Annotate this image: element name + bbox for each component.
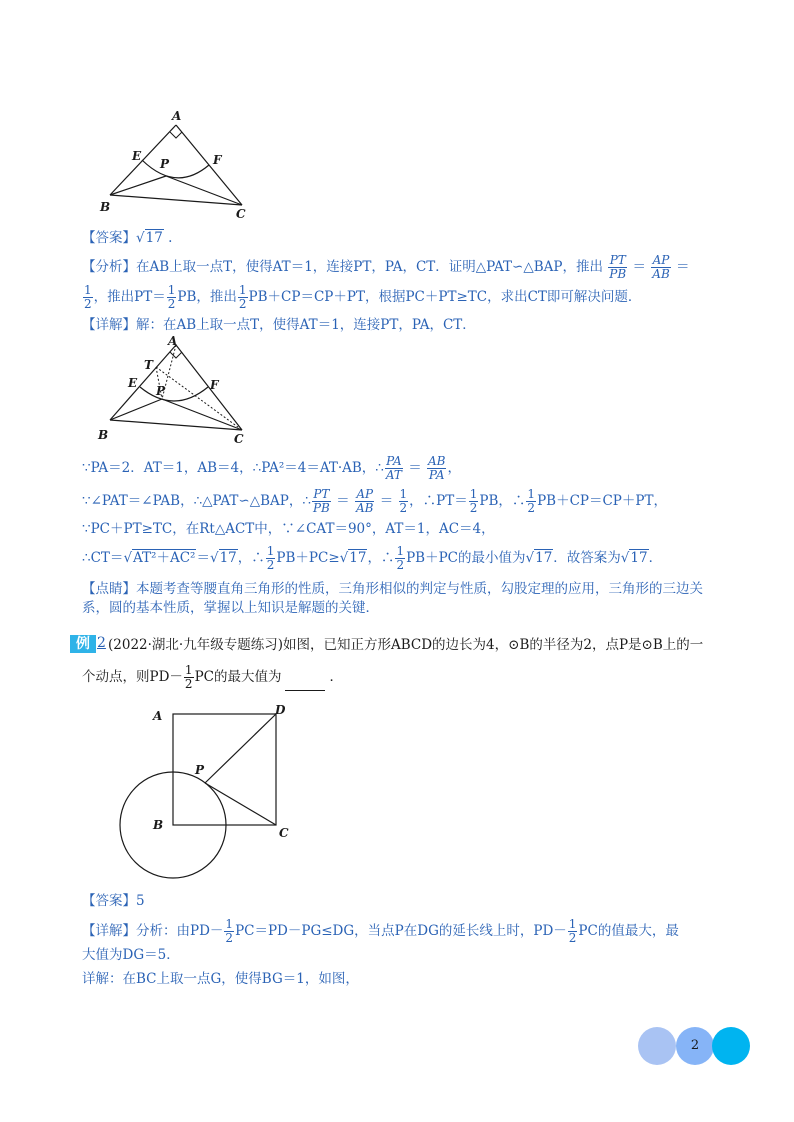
proof-line-4: ∴CT＝√AT²＋AC²＝√17，∴ $\frac{1}{2}$ PB＋PC≥√17，∴ $\frac{1}{2}$ PB＋PC的最小值为√17．故答案为√17． bbox=[82, 544, 663, 572]
label-f-2: F bbox=[210, 378, 219, 392]
pager-right-circle bbox=[712, 1027, 750, 1065]
figure-square-circle bbox=[110, 700, 300, 880]
comment-1-line1: 【点睛】本题考查等腰直角三角形的性质，三角形相似的判定与性质，勾股定理的应用，三角形的三边关 bbox=[82, 581, 703, 597]
page-number: 2 bbox=[690, 1038, 700, 1053]
pager-left-circle bbox=[638, 1027, 676, 1065]
label-c-2: C bbox=[234, 432, 244, 446]
figure-triangle-1 bbox=[96, 108, 266, 223]
label-b-3: B bbox=[153, 818, 164, 832]
proof-line-2: ∵∠PAT＝∠PAB，∴△PAT∽△BAP，∴ $\frac{PT}{PB}$ ＝ $\frac{AP}{AB}$ ＝ $\frac{1}{2}$ ，∴PT＝ $\frac{1}{2}$ PB，∴ $\frac{1}{2}$ PB＋CP＝CP＋PT， bbox=[82, 487, 667, 515]
example-badge: 例 bbox=[70, 635, 96, 653]
answer-1: 【答案】√17 . bbox=[82, 230, 173, 246]
label-t: T bbox=[144, 358, 153, 372]
label-f: F bbox=[213, 153, 222, 167]
label-a-2: A bbox=[168, 334, 178, 348]
label-p-2: P bbox=[156, 384, 166, 398]
label-e: E bbox=[132, 149, 142, 163]
detail-2-line3: 详解：在BC上取一点G，使得BG＝1，如图， bbox=[82, 971, 359, 987]
label-c: C bbox=[236, 207, 246, 221]
proof-line-3: ∵PC＋PT≥TC，在Rt△ACT中，∵∠CAT＝90°，AT＝1，AC＝4， bbox=[82, 521, 495, 537]
example-number: 2 bbox=[97, 635, 106, 651]
label-d: D bbox=[275, 703, 286, 717]
label-p: P bbox=[160, 157, 170, 171]
detail-1: 【详解】解：在AB上取一点T，使得AT＝1，连接PT，PA，CT． bbox=[82, 317, 476, 333]
figure-triangle-2 bbox=[96, 333, 266, 448]
label-b-2: B bbox=[98, 428, 109, 442]
label-a-3: A bbox=[153, 709, 163, 723]
label-e-2: E bbox=[128, 376, 138, 390]
proof-line-1: ∵PA＝2．AT＝1，AB＝4，∴PA²＝4＝AT·AB，∴ $\frac{PA}{AT}$ ＝ $\frac{AB}{PA}$ ， bbox=[82, 454, 461, 482]
analysis-1-line1: 【分析】在AB上取一点T，使得AT＝1，连接PT，PA，CT．证明△PAT∽△BAP，推出 $\frac{PT}{PB}$ ＝ $\frac{AP}{AB}$ ＝ bbox=[82, 253, 690, 281]
label-b: B bbox=[100, 200, 111, 214]
label-p-3: P bbox=[195, 763, 205, 777]
detail-2-line1: 【详解】分析：由PD－ $\frac{1}{2}$ PC＝PD－PG≤DG，当点P在DG的延长线上时，PD－ $\frac{1}{2}$ PC的值最大，最 bbox=[82, 917, 679, 945]
example-2-line1: (2022·湖北·九年级专题练习)如图，已知正方形ABCD的边长为4，⊙B的半径为2，点P是⊙B上的一 bbox=[108, 637, 704, 653]
answer-2: 【答案】5 bbox=[82, 893, 145, 909]
label-a: A bbox=[172, 109, 182, 123]
comment-1-line2: 系，圆的基本性质，掌握以上知识是解题的关键． bbox=[82, 600, 379, 616]
example-2-line2: 个动点，则PD－ $\frac{1}{2}$ PC的最大值为 ． bbox=[82, 663, 343, 691]
detail-2-line2: 大值为DG＝5． bbox=[82, 947, 180, 963]
answer-blank bbox=[285, 690, 325, 691]
analysis-1-line2: $\frac{1}{2}$ ，推出PT＝ $\frac{1}{2}$ PB，推出 $\frac{1}{2}$ PB＋CP＝CP＋PT，根据PC＋PT≥TC，求出CT即可解决问题． bbox=[84, 283, 642, 311]
label-c-3: C bbox=[279, 826, 289, 840]
